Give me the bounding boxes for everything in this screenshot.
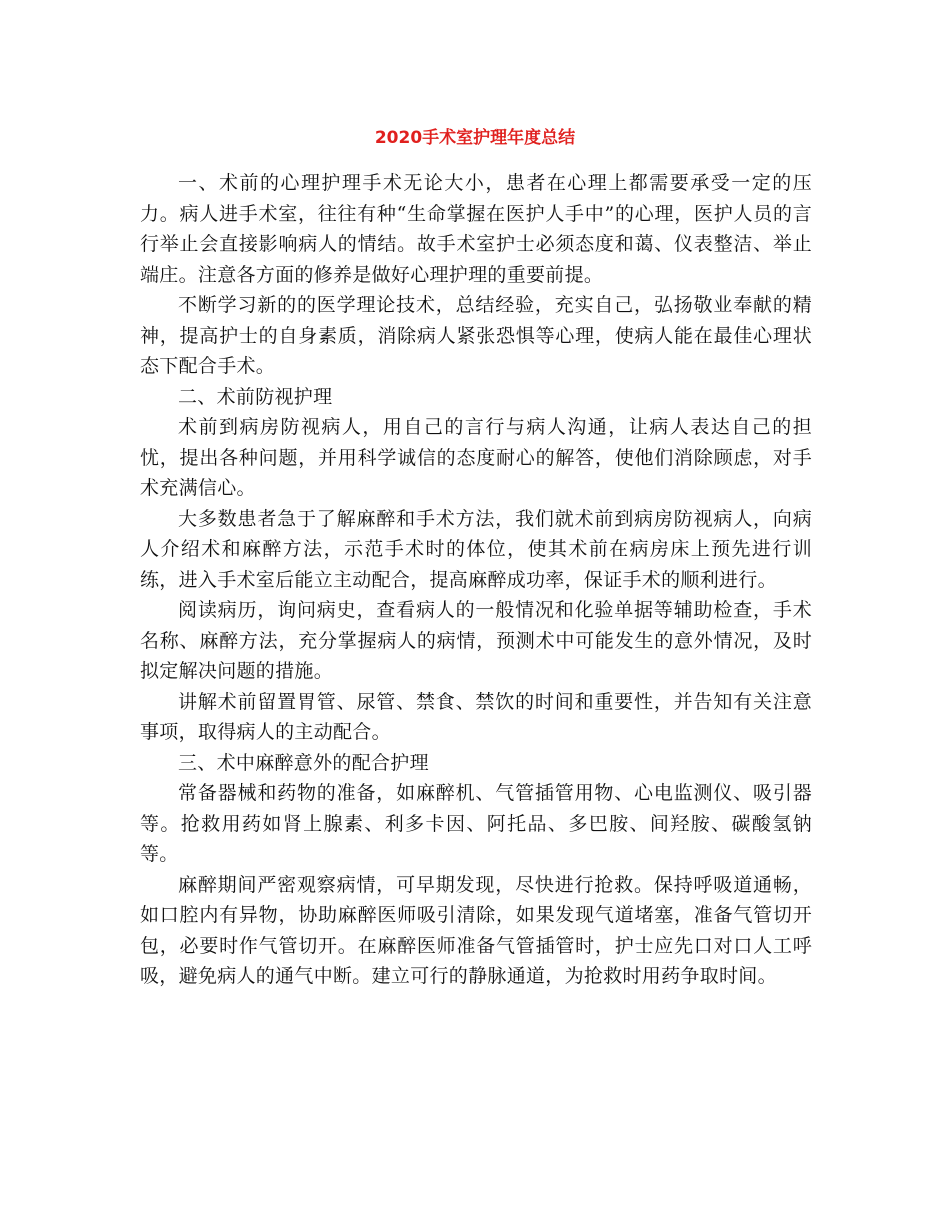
section-heading-3: 三、术中麻醉意外的配合护理	[178, 751, 429, 774]
paragraph-8: 麻醉期间严密观察病情，可早期发现，尽快进行抢救。保持呼吸道通畅，如口腔内有异物，协助麻醉医师吸引清除，如果发现气道堵塞，准备气管切开包，必要时作气管切开。在麻醉医师准备气管插管时，护士应先口对口人工呼吸，避免病人的通气中断。建立可行的静脉通道，为抢救时用药争取时间。	[140, 873, 812, 987]
paragraph-4: 大多数患者急于了解麻醉和手术方法，我们就术前到病房防视病人，向病人介绍术和麻醉方法，示范手术时的体位，使其术前在病房床上预先进行训练，进入手术室后能立主动配合，提高麻醉成功率，保证手术的顺利进行。	[140, 507, 812, 591]
paragraph-7: 常备器械和药物的准备，如麻醉机、气管插管用物、心电监测仪、吸引器等。抢救用药如肾上腺素、利多卡因、阿托品、多巴胺、间羟胺、碳酸氢钠等。	[140, 782, 812, 865]
paragraph-6: 讲解术前留置胃管、尿管、禁食、禁饮的时间和重要性，并告知有关注意事项，取得病人的主动配合。	[140, 690, 812, 743]
section-heading-2: 二、术前防视护理	[178, 385, 333, 408]
paragraph-3: 术前到病房防视病人，用自己的言行与病人沟通，让病人表达自己的担忧，提出各种问题，并用科学诚信的态度耐心的解答，使他们消除顾虑，对手术充满信心。	[140, 416, 812, 499]
paragraph-1: 一、术前的心理护理手术无论大小，患者在心理上都需要承受一定的压力。病人进手术室，往往有种“生命掌握在医护人手中”的心理，医护人员的言行举止会直接影响病人的情结。故手术室护士必须态度和蔼、仪表整洁、举止端庄。注意各方面的修养是做好心理护理的重要前提。	[140, 172, 812, 286]
paragraph-5: 阅读病历，询问病史，查看病人的一般情况和化验单据等辅助检查，手术名称、麻醉方法，充分掌握病人的病情，预测术中可能发生的意外情况，及时拟定解决问题的措施。	[140, 599, 812, 682]
paragraph-2: 不断学习新的的医学理论技术，总结经验，充实自己，弘扬敬业奉献的精神，提高护士的自身素质，消除病人紧张恐惧等心理，使病人能在最佳心理状态下配合手术。	[140, 294, 812, 377]
document-title: 2020手术室护理年度总结	[374, 128, 576, 148]
document-body	[140, 168, 812, 992]
